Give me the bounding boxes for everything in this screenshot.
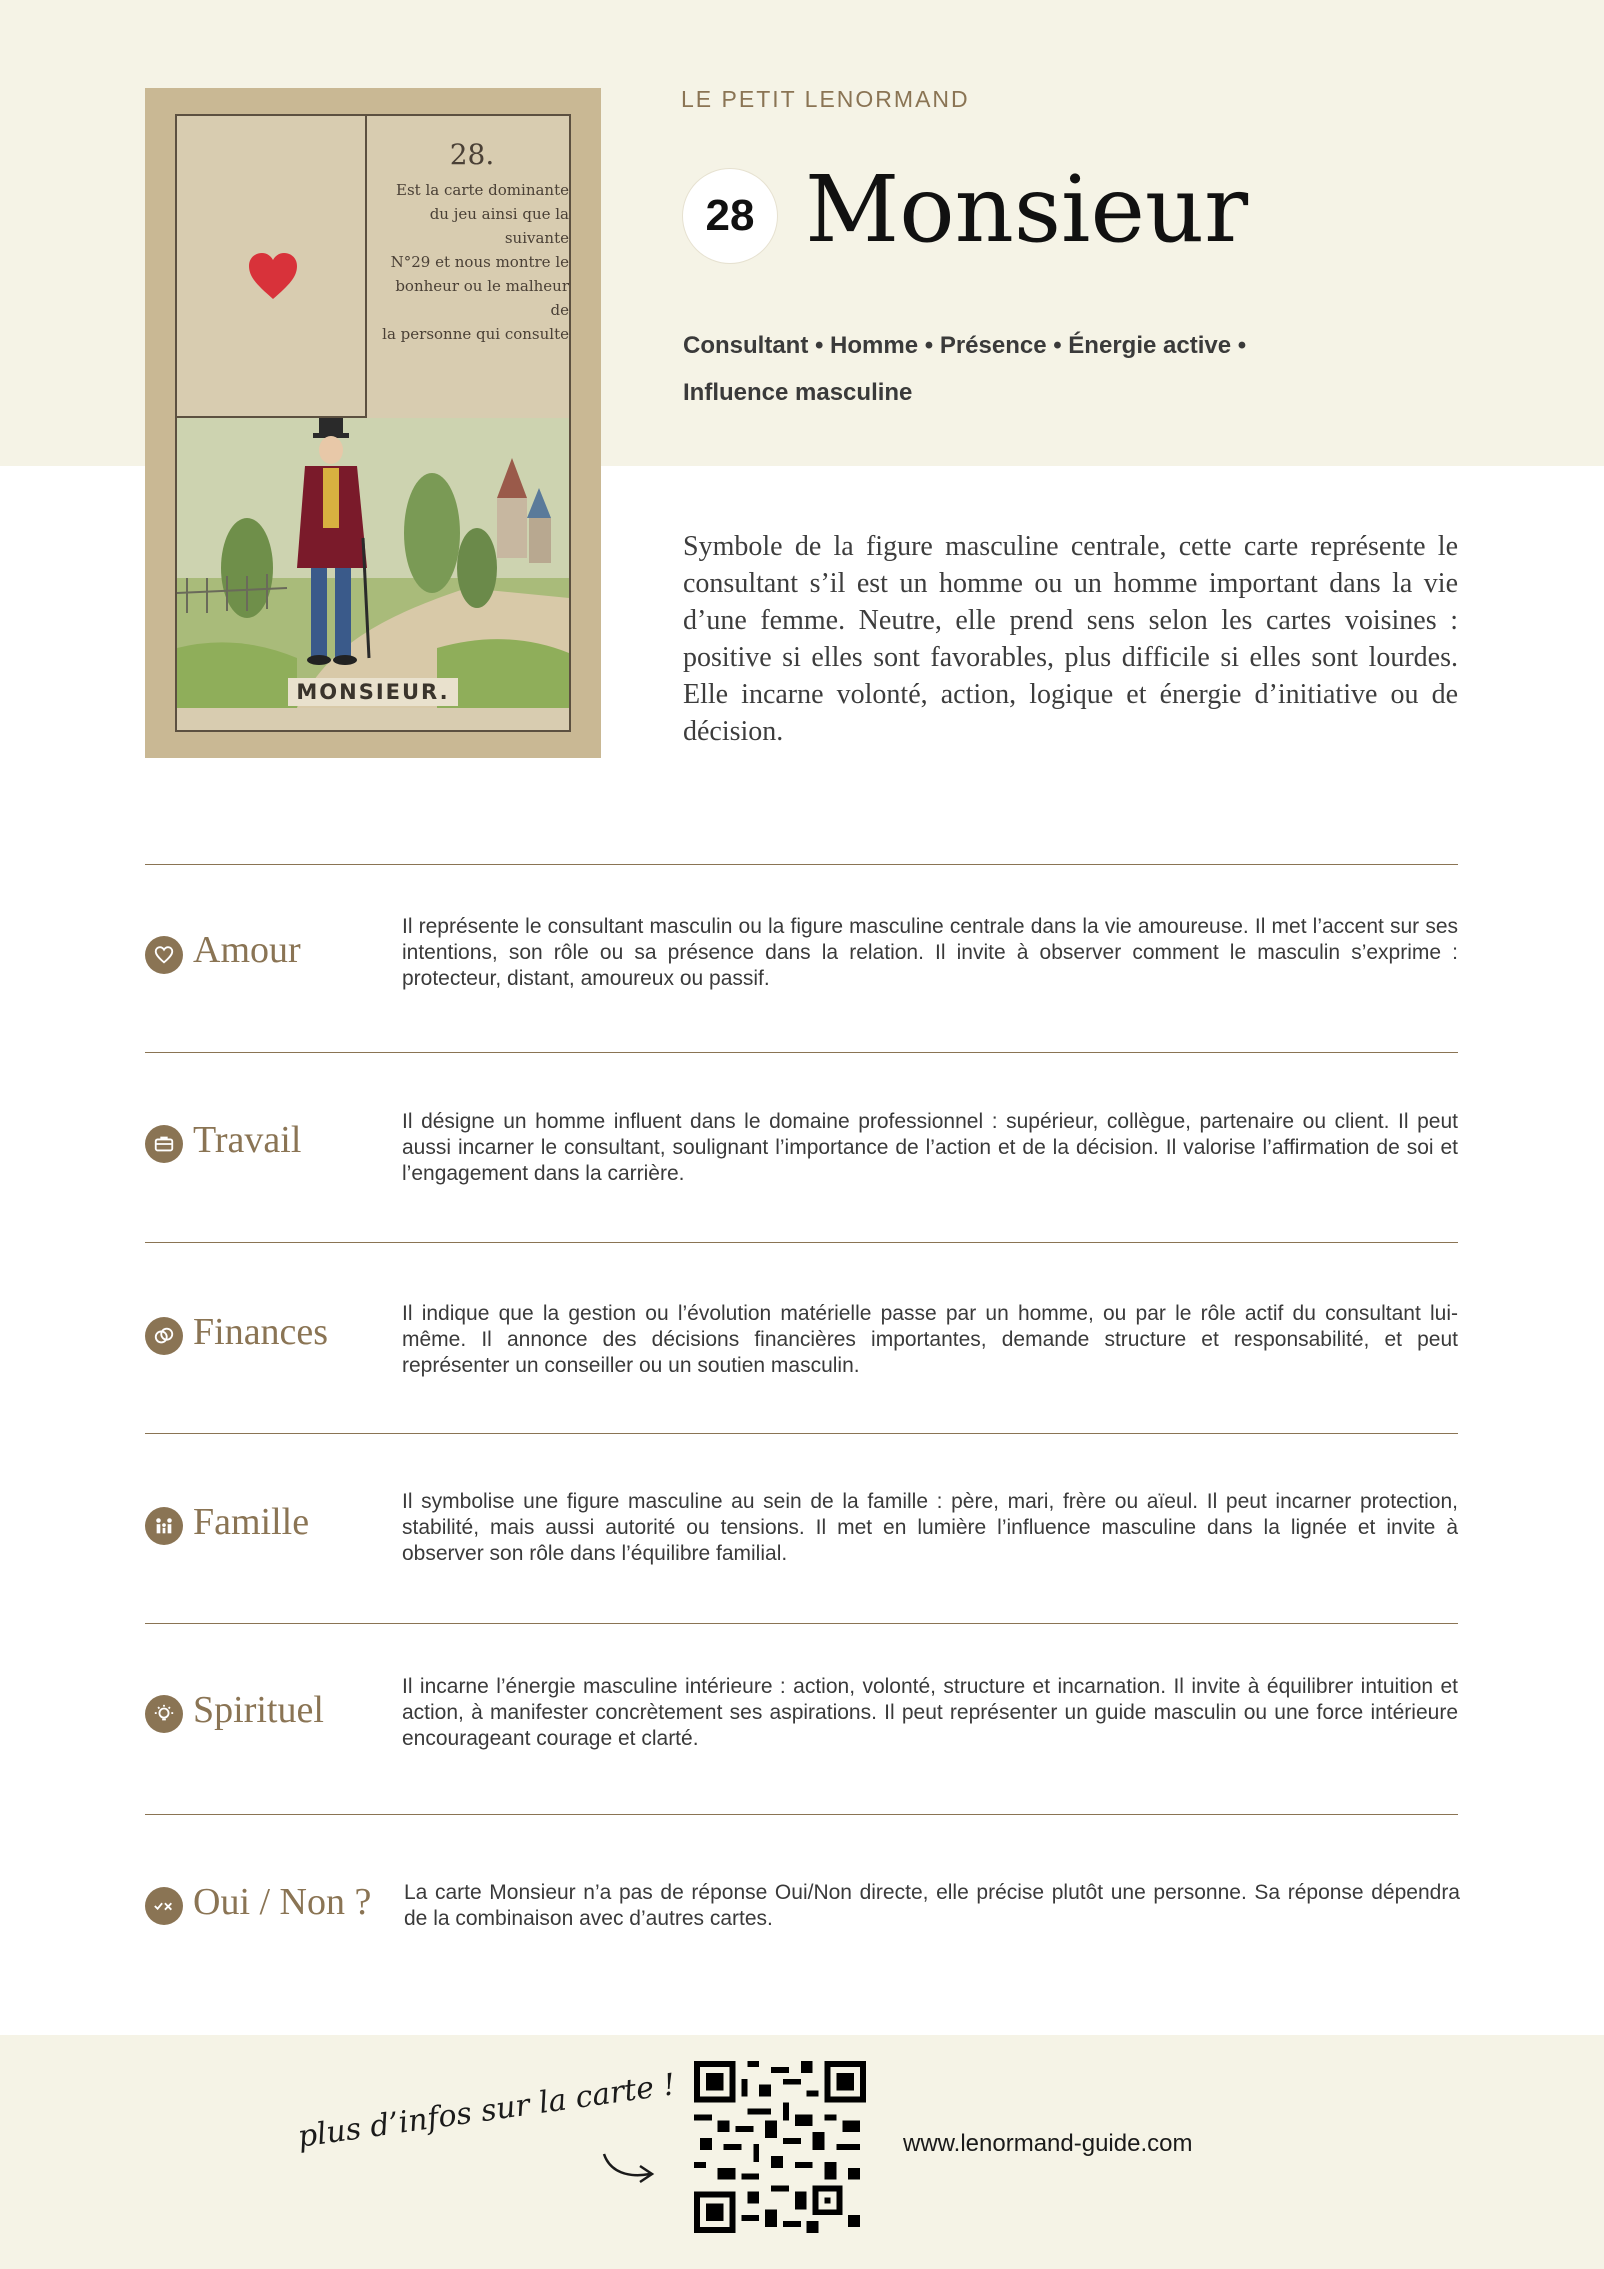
arrow-icon xyxy=(600,2148,660,2188)
section-text: Il indique que la gestion ou l’évolution matérielle passe par un homme, ou par le rôle actif du consultant lui-même. Il annonce des décisions financières importantes, demande structure et responsabilité, et peut représenter un conseiller ou un soutien masculin. xyxy=(402,1302,1458,1377)
heart-icon xyxy=(145,936,183,974)
card-printed-text: Est la carte dominante du jeu ainsi que la suivante N°29 et nous montre le bonheur ou le malheur de la personne qui consulte xyxy=(382,181,569,343)
page-title: Monsieur xyxy=(805,156,1249,263)
section-label: Oui / Non ? xyxy=(193,1881,372,1923)
intro-paragraph: Symbole de la figure masculine centrale, cette carte représente le consultant s’il est un homme ou un homme important dans la vie d’une femme. Neutre, elle prend sens selon les cartes voisines : positive si elles sont favorables, plus difficile si elles sont lourdes. Elle incarne volonté, action, logique et énergie d’initiative ou de décision. xyxy=(683,531,1458,747)
keywords-line: Consultant • Homme • Présence • Énergie active • xyxy=(683,332,1247,359)
check-cross-icon xyxy=(145,1887,183,1925)
family-icon xyxy=(145,1507,183,1545)
section-label: Spirituel xyxy=(193,1689,324,1731)
card-printed-number: 28. xyxy=(449,138,495,171)
section-divider xyxy=(145,1052,1458,1053)
section-text: La carte Monsieur n’a pas de réponse Oui/Non directe, elle précise plutôt une personne. Sa réponse dépendra de la combinaison avec d’autres cartes. xyxy=(404,1881,1460,1930)
keywords xyxy=(683,322,1323,416)
section-divider xyxy=(145,1623,1458,1624)
heart-suit-icon xyxy=(247,251,299,303)
deck-eyebrow: LE PETIT LENORMAND xyxy=(681,86,970,112)
coins-icon xyxy=(145,1317,183,1355)
card-frame xyxy=(175,114,571,732)
card-printed-name: MONSIEUR. xyxy=(177,678,569,706)
section-divider xyxy=(145,1242,1458,1243)
qr-code[interactable] xyxy=(694,2061,866,2233)
section-text: Il représente le consultant masculin ou la figure masculine centrale dans la vie amoureuse. Il met l’accent sur ses intentions, son rôle ou sa présence dans la relation. Il invite à observer comment le masculin s’exprime : protecteur, distant, amoureux ou passif. xyxy=(402,915,1458,990)
section-divider xyxy=(145,864,1458,865)
section-label: Amour xyxy=(193,929,301,971)
section-label: Travail xyxy=(193,1119,302,1161)
briefcase-icon xyxy=(145,1125,183,1163)
section-label: Famille xyxy=(193,1501,310,1543)
card-number-badge: 28 xyxy=(683,169,777,263)
footer-url-link[interactable]: www.lenormand-guide.com xyxy=(903,2130,1193,2157)
card-scene-gentleman xyxy=(177,418,569,708)
section-text: Il incarne l’énergie masculine intérieure : action, volonté, structure et incarnation. Il invite à équilibrer intuition et action, à manifester concrètement ses aspirations. Il peut représenter un guide masculin ou une force intérieure encourageant courage et clarté. xyxy=(402,1675,1458,1750)
section-divider xyxy=(145,1814,1458,1815)
footer-cta: plus d’infos sur la carte ! xyxy=(295,2067,678,2155)
keywords-line: Influence masculine xyxy=(683,379,913,406)
section-text: Il désigne un homme influent dans le domaine professionnel : supérieur, collègue, partenaire ou client. Il peut aussi incarner le consultant, soulignant l’importance de l’action et de la décision. Il valorise l’affirmation de soi et l’engagement dans la carrière. xyxy=(402,1110,1458,1185)
section-divider xyxy=(145,1433,1458,1434)
lightbulb-icon xyxy=(145,1695,183,1733)
section-label: Finances xyxy=(193,1311,329,1353)
section-text: Il symbolise une figure masculine au sein de la famille : père, mari, frère ou aïeul. Il peut incarner protection, stabilité, mais aussi autorité ou tensions. Il met en lumière l’influence masculine dans la lignée et invite à observer son rôle dans l’équilibre familial. xyxy=(402,1490,1458,1565)
card-illustration xyxy=(145,88,601,758)
